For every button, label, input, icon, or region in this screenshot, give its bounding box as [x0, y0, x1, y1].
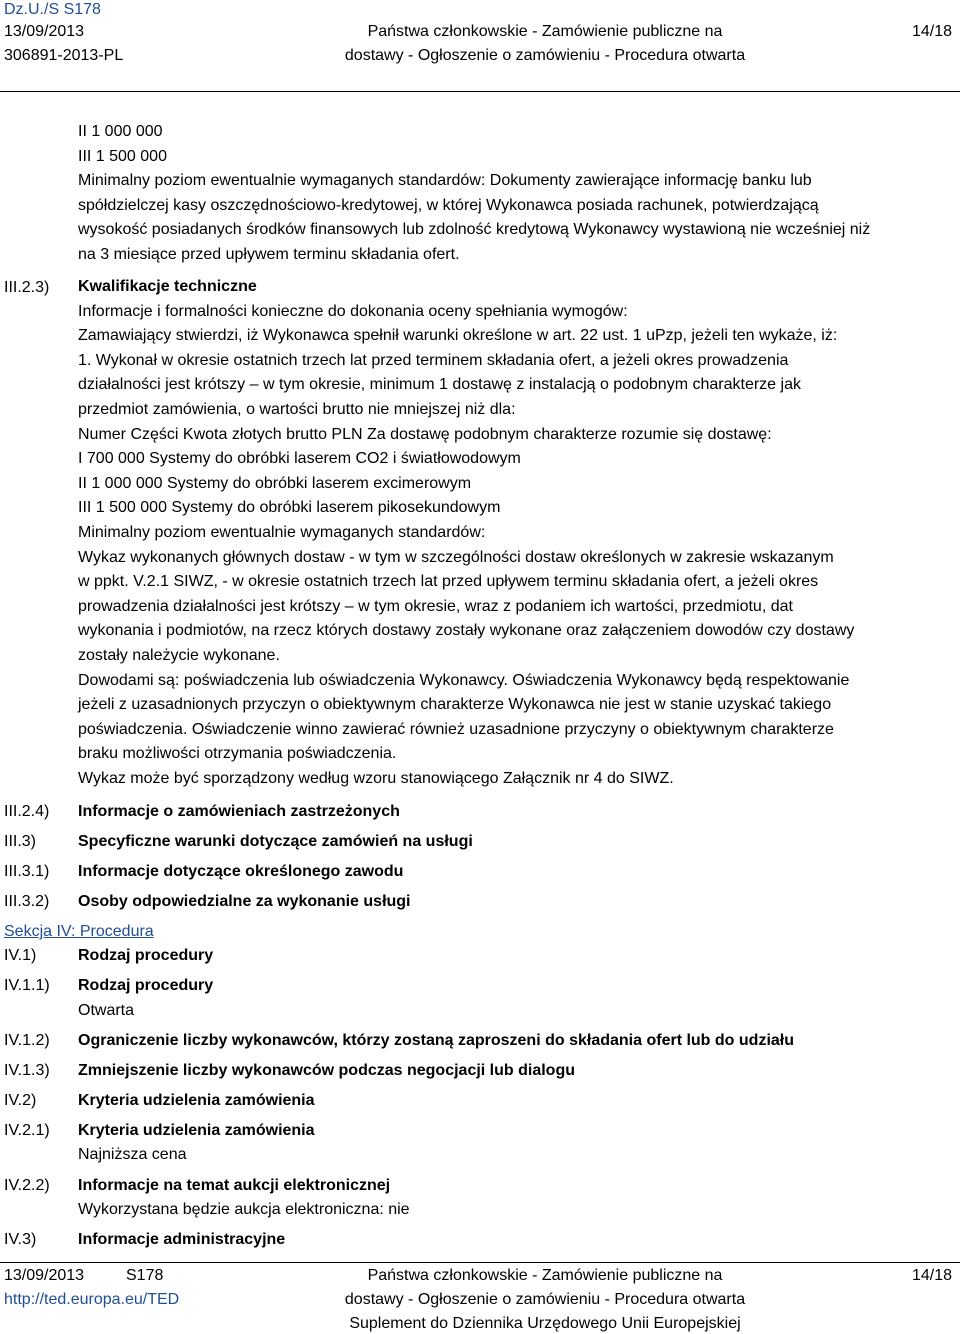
- text-line: poświadczenia. Oświadczenie winno zawierać również uzasadnione przyczyny o obiektywnym charakterze: [78, 720, 834, 738]
- section-heading: Kwalifikacje techniczne: [78, 278, 257, 295]
- section-heading: Rodzaj procedury: [78, 947, 214, 964]
- section-number: IV.3): [4, 1231, 37, 1248]
- header-journal: Dz.U./S S178: [4, 1, 101, 18]
- section-number: III.3.2): [4, 893, 50, 910]
- section-heading: Kryteria udzielenia zamówienia: [78, 1092, 315, 1109]
- text-line: na 3 miesiące przed upływem terminu składania ofert.: [78, 245, 460, 263]
- text-line: Wykaz wykonanych głównych dostaw - w tym w szczególności dostaw określonych w zakresie wskazanym: [78, 548, 834, 566]
- section-heading: Ograniczenie liczby wykonawców, którzy zostaną zaproszeni do składania ofert lub do udziału: [78, 1032, 794, 1049]
- section-number: IV.1.2): [4, 1032, 50, 1049]
- text-line: III 1 500 000: [78, 147, 167, 165]
- text-line: działalności jest krótszy – w tym okresie, minimum 1 dostawę z instalacją o podobnym charakterze jak: [78, 376, 801, 394]
- section-heading: Kryteria udzielenia zamówienia: [78, 1122, 315, 1139]
- text-line: wykonania i podmiotów, na rzecz których dostawy zostały wykonane oraz załączeniem dowodów czy dostawy: [78, 622, 855, 640]
- section-heading: Osoby odpowiedzialne za wykonanie usługi: [78, 893, 411, 910]
- text-line: III 1 500 000 Systemy do obróbki laserem pikosekundowym: [78, 499, 501, 517]
- footer-divider: [0, 1262, 960, 1263]
- text-line: Informacje i formalności konieczne do dokonania oceny spełniania wymogów:: [78, 302, 628, 320]
- section-number: IV.2.1): [4, 1122, 50, 1139]
- section-number: III.2.4): [4, 803, 50, 820]
- text-line: Zamawiający stwierdzi, iż Wykonawca spełnił warunki określone w art. 22 ust. 1 uPzp, jeżeli ten wykaże, iż:: [78, 327, 838, 345]
- iii22-continued-block: [78, 120, 950, 268]
- text-line: I 700 000 Systemy do obróbki laserem CO2 i światłowodowym: [78, 450, 521, 468]
- footer-url-link[interactable]: http://ted.europa.eu/TED: [4, 1291, 180, 1308]
- text-line: Minimalny poziom ewentualnie wymaganych standardów:: [78, 523, 486, 541]
- section-heading: Specyficzne warunki dotyczące zamówień na usługi: [78, 833, 473, 850]
- footer-title-line2: dostawy - Ogłoszenie o zamówieniu - Procedura otwarta: [344, 1291, 746, 1308]
- text-line: 1. Wykonał w okresie ostatnich trzech lat przed terminem składania ofert, a jeżeli okres prowadzenia: [78, 351, 789, 369]
- text-line: II 1 000 000: [78, 123, 163, 140]
- section-number: IV.1.1): [4, 977, 50, 994]
- header-page-number: 14/18: [912, 23, 953, 40]
- footer-title-line3: Suplement do Dziennika Urzędowego Unii Europejskiej: [349, 1315, 741, 1332]
- footer-date: 13/09/2013: [4, 1267, 85, 1284]
- section-heading: Informacje dotyczące określonego zawodu: [78, 863, 404, 880]
- text-line: w ppkt. V.2.1 SIWZ, - w okresie ostatnich trzech lat przed upływem terminu składania ofert, a jeżeli okres: [78, 573, 819, 591]
- section-heading: Rodzaj procedury: [78, 977, 214, 994]
- text-line: przedmiot zamówienia, o wartości brutto nie mniejszej niż dla:: [78, 400, 516, 418]
- text-line: Numer Części Kwota złotych brutto PLN Za dostawę podobnym charakterze rozumie się dostawę:: [78, 425, 772, 443]
- text-line: braku możliwości otrzymania poświadczenia.: [78, 745, 397, 763]
- section-number: IV.2.2): [4, 1177, 50, 1194]
- section-value: Wykorzystana będzie aukcja elektroniczna: nie: [78, 1201, 410, 1218]
- section-value: Najniższa cena: [78, 1146, 187, 1163]
- header-notice-id: 306891-2013-PL: [4, 47, 124, 64]
- header-date: 13/09/2013: [4, 23, 85, 40]
- footer-title-line1: Państwa członkowskie - Zamówienie publiczne na: [367, 1267, 723, 1284]
- text-line: Dowodami są: poświadczenia lub oświadczenia Wykonawcy. Oświadczenia Wykonawcy będą respektowanie: [78, 671, 850, 689]
- text-line: wysokość posiadanych środków finansowych lub zdolność kredytową Wykonawcy wystawioną nie wcześniej niż: [78, 221, 871, 239]
- text-line: spółdzielczej kasy oszczędnościowo-kredytowej, w której Wykonawca posiada rachunek, potwierdzającą: [78, 196, 819, 214]
- section-number-iii23: III.2.3): [4, 279, 50, 296]
- section-heading: Informacje na temat aukcji elektronicznej: [78, 1177, 391, 1194]
- text-line: jeżeli z uzasadnionych przyczyn o obiektywnym charakterze Wykonawca nie jest w stanie uzyskać takiego: [78, 696, 832, 714]
- section-number: III.3.1): [4, 863, 50, 880]
- header-divider: [0, 91, 960, 92]
- header-title-line2: dostawy - Ogłoszenie o zamówieniu - Procedura otwarta: [344, 47, 746, 64]
- section-iv-title: Sekcja IV: Procedura: [4, 923, 154, 940]
- section-number: IV.2): [4, 1092, 37, 1109]
- section-number: IV.1.3): [4, 1062, 50, 1079]
- header-title-line1: Państwa członkowskie - Zamówienie publiczne na: [367, 23, 723, 40]
- section-value: Otwarta: [78, 1002, 135, 1019]
- section-iii23: [78, 275, 950, 791]
- section-heading: Informacje administracyjne: [78, 1231, 286, 1248]
- text-line: zostały należycie wykonane.: [78, 646, 280, 664]
- text-line: prowadzenia działalności jest krótszy – w tym okresie, wraz z podaniem ich wartości, przedmiotu, dat: [78, 597, 793, 615]
- section-heading: Informacje o zamówieniach zastrzeżonych: [78, 803, 400, 820]
- footer-journal: S178: [126, 1267, 164, 1284]
- footer-page-number: 14/18: [912, 1267, 953, 1284]
- section-number: III.3): [4, 833, 37, 850]
- text-line: Wykaz może być sporządzony według wzoru stanowiącego Załącznik nr 4 do SIWZ.: [78, 769, 674, 787]
- section-heading: Zmniejszenie liczby wykonawców podczas negocjacji lub dialogu: [78, 1062, 575, 1079]
- text-line: II 1 000 000 Systemy do obróbki laserem excimerowym: [78, 474, 472, 492]
- text-line: Minimalny poziom ewentualnie wymaganych standardów: Dokumenty zawierające informację banku lub: [78, 172, 812, 190]
- section-number: IV.1): [4, 947, 37, 964]
